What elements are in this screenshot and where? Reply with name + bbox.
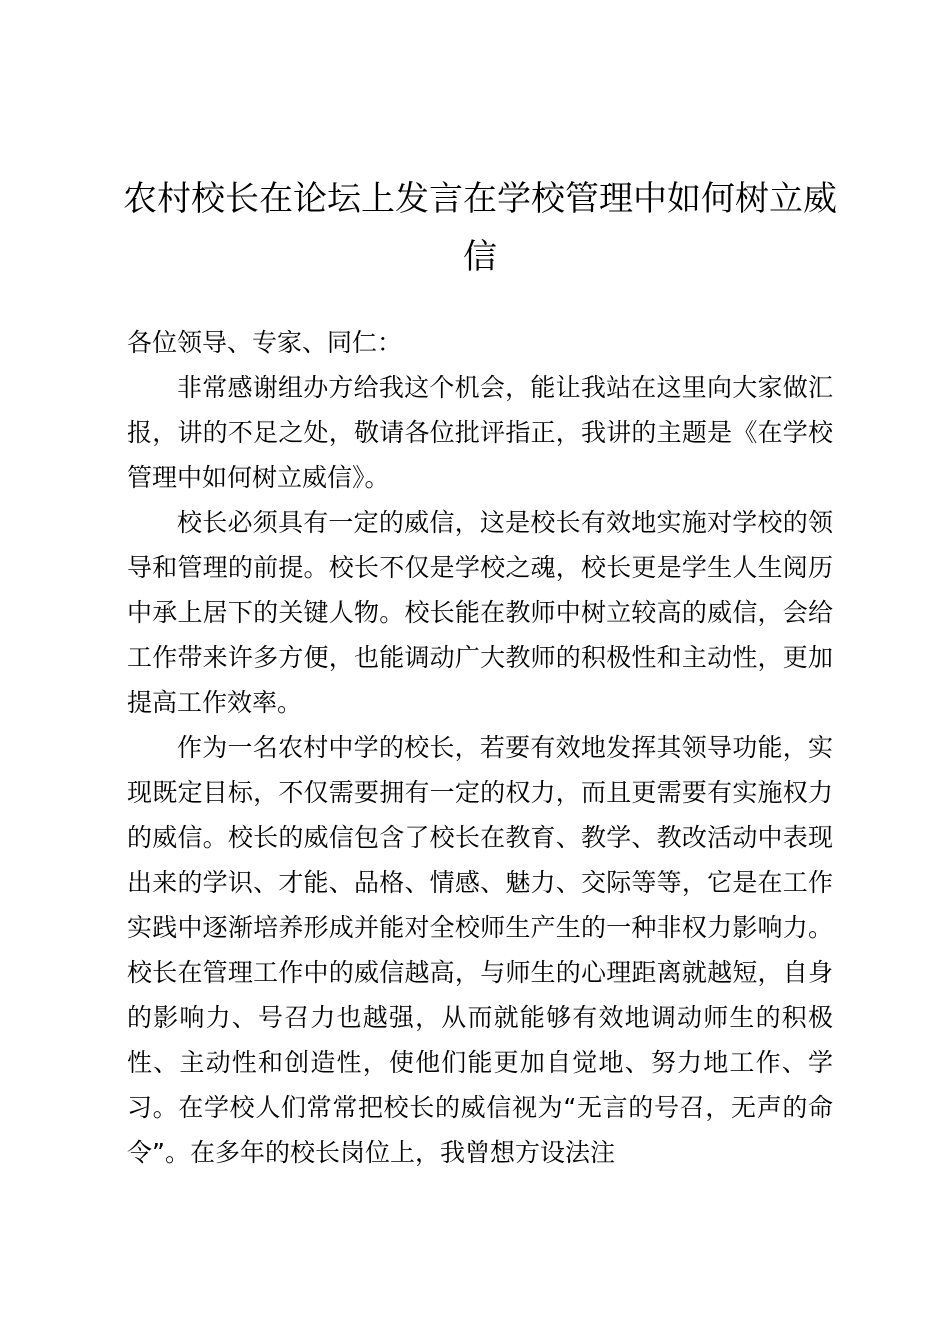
document-body [127, 320, 833, 1175]
paragraph-1: 非常感谢组办方给我这个机会，能让我站在这里向大家做汇报，讲的不足之处，敬请各位批评指正，我讲的主题是《在学校管理中如何树立威信》。 [127, 373, 833, 492]
paragraph-2: 校长必须具有一定的威信，这是校长有效地实施对学校的领导和管理的前提。校长不仅是学校之魂，校长更是学生人生阅历中承上居下的关键人物。校长能在教师中树立较高的威信，会给工作带来许多方便，也能调动广大教师的积极性和主动性，更加提高工作效率。 [127, 508, 833, 717]
greeting: 各位领导、专家、同仁： [127, 328, 403, 357]
paragraph-3: 作为一名农村中学的校长，若要有效地发挥其领导功能，实现既定目标，不仅需要拥有一定的权力，而且更需要有实施权力的威信。校长的威信包含了校长在教育、教学、教改活动中表现出来的学识、才能、品格、情感、魅力、交际等等，它是在工作实践中逐渐培养形成并能对全校师生产生的一种非权力影响力。校长在管理工作中的威信越高，与师生的心理距离就越短，自身的影响力、号召力也越强，从而就能够有效地调动师生的积极性、主动性和创造性，使他们能更加自觉地、努力地工作、学习。在学校人们常常把校长的威信视为“无言的号召，无声的命令”。在多年的校长岗位上，我曾想方设法注 [127, 733, 833, 1167]
document-title: 农村校长在论坛上发言在学校管理中如何树立威信 [123, 179, 837, 277]
